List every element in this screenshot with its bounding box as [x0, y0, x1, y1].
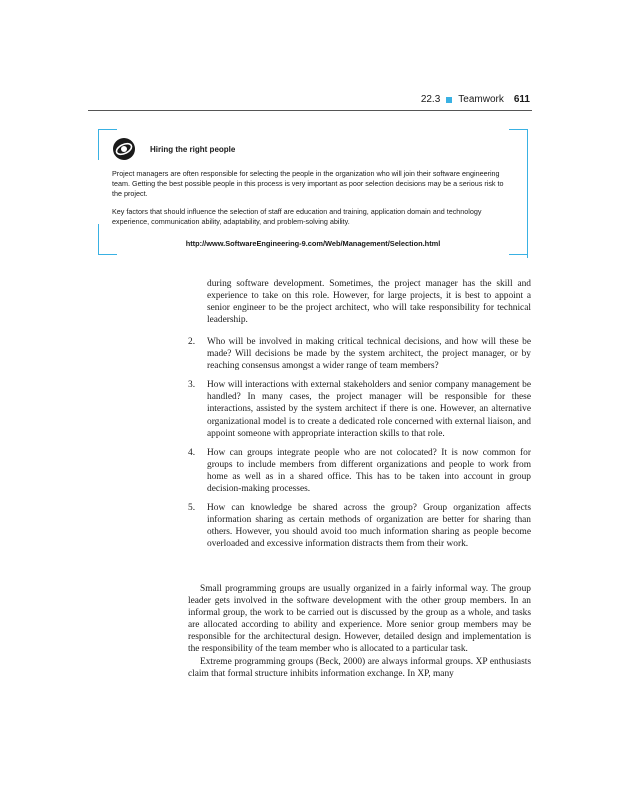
list-text: Who will be involved in making critical technical decisions, and how will these be made? Will decisions be made by the system architect, the project manager, or by reaching consensus amongst a wider range of team members?	[207, 337, 531, 372]
body-paragraph: Extreme programming groups (Beck, 2000) are always informal groups. XP enthusiasts claim that formal structure inhibits information exchange. In XP, many	[188, 656, 531, 679]
sidebar-url-link[interactable]: http://www.SoftwareEngineering-9.com/Web/Management/Selection.html	[185, 239, 441, 248]
sidebar-paragraph: Project managers are often responsible for selecting the people in the organization who will join their software engineering team. Getting the best possible people in this process is very important as poor selection decisions may be a serious risk to the project.	[112, 169, 504, 198]
sidebar-title: Hiring the right people	[150, 145, 236, 154]
header-square-icon	[446, 97, 452, 103]
list-item	[188, 502, 531, 550]
list-text: How can groups integrate people who are not colocated? It is now common for groups to include members from different organizations and people to work from home as well as in a shared office. This has to be taken into account in group decision-making processes.	[207, 447, 531, 495]
body-paragraph: Small programming groups are usually organized in a fairly informal way. The group leader gets involved in the software development with the other group members. In an informal group, the work to be carried out is discussed by the group as a whole, and tasks are allocated according to ability and experience. More senior group members may be responsible for the architectural design. However, detailed design and implementation is the responsibility of the team member who is allocated to a particular task.	[188, 584, 531, 655]
body-text	[188, 583, 531, 680]
list-text: How will interactions with external stakeholders and senior company management be handled? In many cases, the project manager will be responsible for these interactions, assisted by the system architect if there is one. However, an alternative organizational model is to create a dedicated role concerned with external liaison, and appoint someone with appropriate interaction skills to that role.	[207, 380, 531, 439]
question-list	[188, 336, 531, 558]
running-header	[421, 94, 530, 105]
list-item	[188, 447, 531, 495]
list-number: 2.	[188, 337, 196, 347]
header-rule	[88, 110, 532, 111]
web-globe-icon	[112, 137, 136, 161]
list-number: 4.	[188, 447, 196, 458]
sidebar-paragraph: Key factors that should influence the selection of staff are education and training, application domain and technology experience, communication ability, adaptability, and problem-solving ability.	[112, 207, 482, 226]
list-number: 3.	[188, 380, 196, 391]
page-number: 611	[513, 94, 530, 105]
list-item	[188, 336, 531, 372]
sidebar-box	[98, 129, 528, 255]
section-number: 22.3	[420, 94, 441, 105]
chapter-title: Teamwork	[458, 94, 504, 105]
list-text: How can knowledge be shared across the group? Group organization affects information sharing as certain methods of organization are better for sharing than others. However, you should avoid too much information sharing as people become overloaded and excessive information distracts them from their work.	[207, 503, 531, 550]
list-number: 5.	[188, 503, 196, 514]
continuation-paragraph: during software development. Sometimes, the project manager has the skill and experience to take on this role. However, for large projects, it is best to appoint a senior engineer to be the project architect, who will take responsibility for technical leadership.	[207, 279, 531, 326]
list-item	[188, 379, 531, 439]
